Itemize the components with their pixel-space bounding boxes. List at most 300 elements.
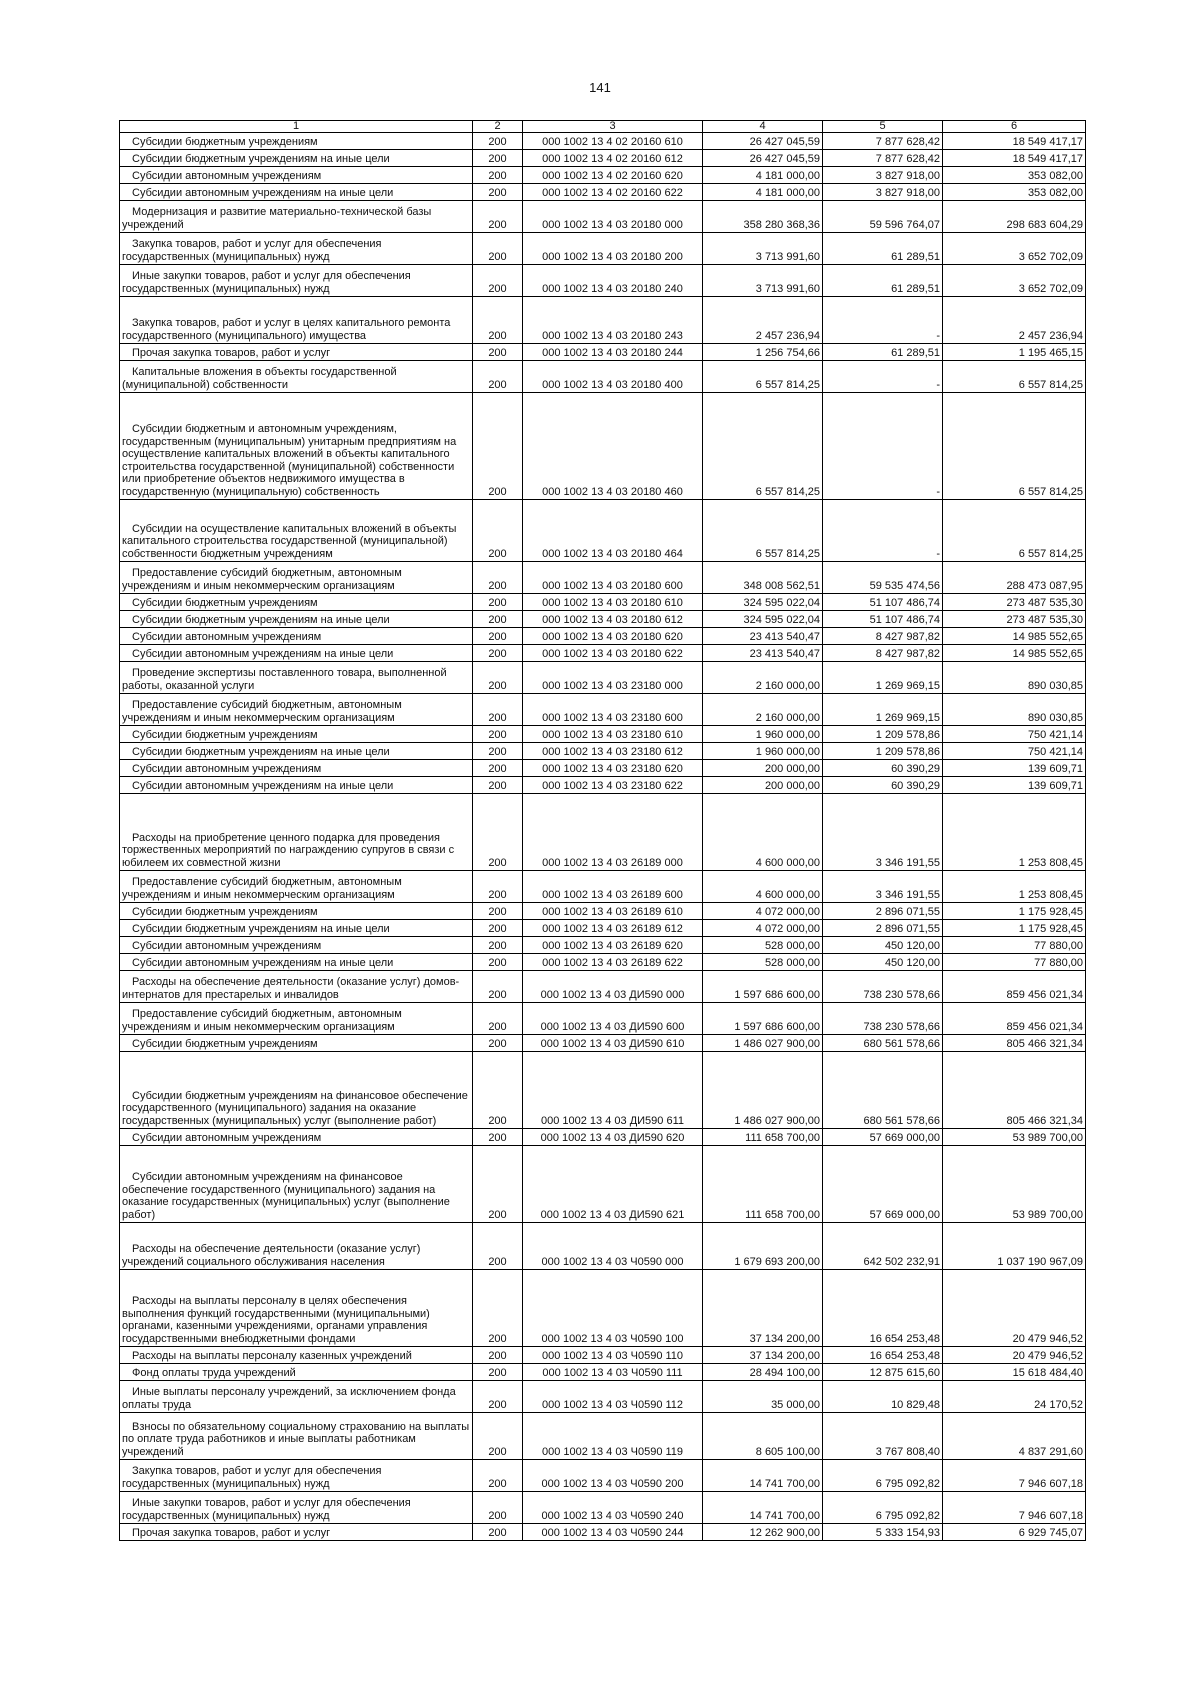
- row-executed-amount: 16 654 253,48: [823, 1347, 943, 1364]
- row-name: Проведение экспертизы поставленного товара, выполненной работы, оказанной услуги: [120, 662, 473, 694]
- row-executed-amount: 16 654 253,48: [823, 1270, 943, 1347]
- row-classification-code: 000 1002 13 4 03 26189 612: [523, 920, 703, 937]
- row-name: Субсидии бюджетным учреждениям на иные цели: [120, 150, 473, 167]
- table-row: [120, 1413, 1086, 1460]
- row-approved-amount: 8 605 100,00: [703, 1413, 823, 1460]
- table-row: [120, 1146, 1086, 1223]
- row-admin-code: 200: [473, 1347, 523, 1364]
- row-admin-code: 200: [473, 297, 523, 344]
- row-executed-amount: 61 289,51: [823, 265, 943, 297]
- row-name: Предоставление субсидий бюджетным, автономным учреждениям и иным некоммерческим организациям: [120, 694, 473, 726]
- row-approved-amount: 2 160 000,00: [703, 662, 823, 694]
- table-row: [120, 971, 1086, 1003]
- row-admin-code: 200: [473, 954, 523, 971]
- table-row: [120, 500, 1086, 562]
- row-classification-code: 000 1002 13 4 03 20180 464: [523, 500, 703, 562]
- row-admin-code: 200: [473, 594, 523, 611]
- row-classification-code: 000 1002 13 4 03 ДИ590 600: [523, 1003, 703, 1035]
- table-row: [120, 1270, 1086, 1347]
- row-admin-code: 200: [473, 500, 523, 562]
- row-admin-code: 200: [473, 1129, 523, 1146]
- row-executed-amount: 3 346 191,55: [823, 871, 943, 903]
- table-row: [120, 1381, 1086, 1413]
- row-classification-code: 000 1002 13 4 03 23180 620: [523, 760, 703, 777]
- row-classification-code: 000 1002 13 4 03 20180 243: [523, 297, 703, 344]
- row-classification-code: 000 1002 13 4 03 20180 240: [523, 265, 703, 297]
- row-admin-code: 200: [473, 1146, 523, 1223]
- row-remaining-amount: 750 421,14: [943, 743, 1086, 760]
- row-name: Субсидии автономным учреждениям на иные цели: [120, 645, 473, 662]
- row-approved-amount: 2 160 000,00: [703, 694, 823, 726]
- row-classification-code: 000 1002 13 4 03 Ч0590 110: [523, 1347, 703, 1364]
- row-classification-code: 000 1002 13 4 03 20180 460: [523, 393, 703, 500]
- row-admin-code: 200: [473, 1270, 523, 1347]
- row-name: Субсидии бюджетным учреждениям: [120, 903, 473, 920]
- row-classification-code: 000 1002 13 4 03 ДИ590 620: [523, 1129, 703, 1146]
- row-name: Субсидии автономным учреждениям на иные цели: [120, 184, 473, 201]
- column-header-4: 4: [703, 121, 823, 133]
- row-remaining-amount: 4 837 291,60: [943, 1413, 1086, 1460]
- row-classification-code: 000 1002 13 4 03 ДИ590 621: [523, 1146, 703, 1223]
- row-executed-amount: 642 502 232,91: [823, 1223, 943, 1270]
- row-approved-amount: 14 741 700,00: [703, 1492, 823, 1524]
- row-classification-code: 000 1002 13 4 03 20180 620: [523, 628, 703, 645]
- row-approved-amount: 3 713 991,60: [703, 233, 823, 265]
- row-classification-code: 000 1002 13 4 03 Ч0590 119: [523, 1413, 703, 1460]
- table-row: [120, 184, 1086, 201]
- row-name: Закупка товаров, работ и услуг в целях капитального ремонта государственного (муниципального) имущества: [120, 297, 473, 344]
- budget-execution-table: [119, 120, 1086, 1541]
- row-name: Капитальные вложения в объекты государственной (муниципальной) собственности: [120, 361, 473, 393]
- row-approved-amount: 26 427 045,59: [703, 133, 823, 150]
- row-name: Прочая закупка товаров, работ и услуг: [120, 1524, 473, 1541]
- table-row: [120, 1129, 1086, 1146]
- row-name: Субсидии бюджетным учреждениям: [120, 133, 473, 150]
- row-executed-amount: 3 767 808,40: [823, 1413, 943, 1460]
- row-executed-amount: 8 427 987,82: [823, 645, 943, 662]
- column-header-3: 3: [523, 121, 703, 133]
- row-executed-amount: 2 896 071,55: [823, 920, 943, 937]
- row-executed-amount: 1 209 578,86: [823, 743, 943, 760]
- row-name: Иные выплаты персоналу учреждений, за исключением фонда оплаты труда: [120, 1381, 473, 1413]
- row-executed-amount: 450 120,00: [823, 954, 943, 971]
- row-admin-code: 200: [473, 920, 523, 937]
- row-executed-amount: 7 877 628,42: [823, 150, 943, 167]
- row-name: Субсидии на осуществление капитальных вложений в объекты капитального строительства государственной (муниципальной) собственности бюджетным учреждениям: [120, 500, 473, 562]
- row-classification-code: 000 1002 13 4 03 20180 400: [523, 361, 703, 393]
- row-admin-code: 200: [473, 361, 523, 393]
- row-remaining-amount: 2 457 236,94: [943, 297, 1086, 344]
- row-name: Расходы на обеспечение деятельности (оказание услуг) домов-интернатов для престарелых и инвалидов: [120, 971, 473, 1003]
- row-admin-code: 200: [473, 903, 523, 920]
- row-executed-amount: 51 107 486,74: [823, 611, 943, 628]
- row-name: Модернизация и развитие материально-технической базы учреждений: [120, 201, 473, 233]
- row-executed-amount: 738 230 578,66: [823, 971, 943, 1003]
- row-approved-amount: 324 595 022,04: [703, 594, 823, 611]
- row-approved-amount: 6 557 814,25: [703, 500, 823, 562]
- row-approved-amount: 37 134 200,00: [703, 1347, 823, 1364]
- row-approved-amount: 37 134 200,00: [703, 1270, 823, 1347]
- row-remaining-amount: 1 175 928,45: [943, 903, 1086, 920]
- row-executed-amount: 1 269 969,15: [823, 662, 943, 694]
- row-executed-amount: 680 561 578,66: [823, 1035, 943, 1052]
- row-admin-code: 200: [473, 150, 523, 167]
- row-executed-amount: 61 289,51: [823, 344, 943, 361]
- row-name: Фонд оплаты труда учреждений: [120, 1364, 473, 1381]
- column-number-row: [120, 121, 1086, 133]
- row-executed-amount: 57 669 000,00: [823, 1146, 943, 1223]
- row-remaining-amount: 890 030,85: [943, 662, 1086, 694]
- row-approved-amount: 200 000,00: [703, 760, 823, 777]
- row-approved-amount: 528 000,00: [703, 954, 823, 971]
- row-name: Предоставление субсидий бюджетным, автономным учреждениям и иным некоммерческим организациям: [120, 562, 473, 594]
- row-remaining-amount: 14 985 552,65: [943, 628, 1086, 645]
- table-row: [120, 1347, 1086, 1364]
- row-approved-amount: 528 000,00: [703, 937, 823, 954]
- table-row: [120, 871, 1086, 903]
- row-approved-amount: 358 280 368,36: [703, 201, 823, 233]
- row-approved-amount: 26 427 045,59: [703, 150, 823, 167]
- row-remaining-amount: 6 557 814,25: [943, 361, 1086, 393]
- row-admin-code: 200: [473, 167, 523, 184]
- table-row: [120, 344, 1086, 361]
- row-remaining-amount: 1 175 928,45: [943, 920, 1086, 937]
- row-approved-amount: 4 600 000,00: [703, 794, 823, 871]
- table-row: [120, 150, 1086, 167]
- row-remaining-amount: 20 479 946,52: [943, 1270, 1086, 1347]
- table-row: [120, 233, 1086, 265]
- table-row: [120, 1003, 1086, 1035]
- row-approved-amount: 14 741 700,00: [703, 1460, 823, 1492]
- row-approved-amount: 23 413 540,47: [703, 628, 823, 645]
- row-approved-amount: 3 713 991,60: [703, 265, 823, 297]
- table-row: [120, 1524, 1086, 1541]
- table-row: [120, 133, 1086, 150]
- row-remaining-amount: 288 473 087,95: [943, 562, 1086, 594]
- table-row: [120, 760, 1086, 777]
- row-name: Субсидии автономным учреждениям: [120, 1129, 473, 1146]
- row-remaining-amount: 15 618 484,40: [943, 1364, 1086, 1381]
- row-admin-code: 200: [473, 1003, 523, 1035]
- row-executed-amount: -: [823, 297, 943, 344]
- row-admin-code: 200: [473, 611, 523, 628]
- row-approved-amount: 1 256 754,66: [703, 344, 823, 361]
- row-classification-code: 000 1002 13 4 03 20180 610: [523, 594, 703, 611]
- page-number: 141: [589, 80, 611, 95]
- row-executed-amount: 12 875 615,60: [823, 1364, 943, 1381]
- table-row: [120, 1035, 1086, 1052]
- row-name: Субсидии бюджетным учреждениям на иные цели: [120, 611, 473, 628]
- row-approved-amount: 4 181 000,00: [703, 184, 823, 201]
- row-executed-amount: -: [823, 361, 943, 393]
- table-row: [120, 361, 1086, 393]
- row-remaining-amount: 53 989 700,00: [943, 1129, 1086, 1146]
- row-approved-amount: 1 486 027 900,00: [703, 1052, 823, 1129]
- row-classification-code: 000 1002 13 4 03 26189 610: [523, 903, 703, 920]
- row-remaining-amount: 859 456 021,34: [943, 1003, 1086, 1035]
- row-admin-code: 200: [473, 1223, 523, 1270]
- row-admin-code: 200: [473, 1460, 523, 1492]
- row-approved-amount: 6 557 814,25: [703, 361, 823, 393]
- row-executed-amount: 7 877 628,42: [823, 133, 943, 150]
- table-row: [120, 393, 1086, 500]
- row-classification-code: 000 1002 13 4 03 20180 612: [523, 611, 703, 628]
- row-classification-code: 000 1002 13 4 03 23180 600: [523, 694, 703, 726]
- row-name: Субсидии автономным учреждениям: [120, 760, 473, 777]
- column-header-1: 1: [120, 121, 473, 133]
- row-approved-amount: 2 457 236,94: [703, 297, 823, 344]
- row-admin-code: 200: [473, 1413, 523, 1460]
- row-admin-code: 200: [473, 937, 523, 954]
- row-classification-code: 000 1002 13 4 03 26189 620: [523, 937, 703, 954]
- row-remaining-amount: 139 609,71: [943, 760, 1086, 777]
- row-admin-code: 200: [473, 628, 523, 645]
- row-approved-amount: 111 658 700,00: [703, 1146, 823, 1223]
- table-row: [120, 1460, 1086, 1492]
- row-remaining-amount: 77 880,00: [943, 937, 1086, 954]
- row-classification-code: 000 1002 13 4 02 20160 622: [523, 184, 703, 201]
- row-admin-code: 200: [473, 562, 523, 594]
- row-approved-amount: 23 413 540,47: [703, 645, 823, 662]
- row-name: Субсидии бюджетным учреждениям: [120, 1035, 473, 1052]
- row-remaining-amount: 273 487 535,30: [943, 594, 1086, 611]
- row-executed-amount: 59 535 474,56: [823, 562, 943, 594]
- row-classification-code: 000 1002 13 4 02 20160 612: [523, 150, 703, 167]
- row-name: Субсидии бюджетным и автономным учреждениям, государственным (муниципальным) унитарным предприятиям на осуществление капитальных вложений в объекты капитального строительства государственной (муниципальной) собственности или приобретение объектов недвижимого имущества в государственную (муниципальную) собственность: [120, 393, 473, 500]
- row-remaining-amount: 1 253 808,45: [943, 871, 1086, 903]
- row-name: Закупка товаров, работ и услуг для обеспечения государственных (муниципальных) нужд: [120, 1460, 473, 1492]
- table-row: [120, 201, 1086, 233]
- row-approved-amount: 1 679 693 200,00: [703, 1223, 823, 1270]
- row-admin-code: 200: [473, 777, 523, 794]
- row-executed-amount: 3 827 918,00: [823, 184, 943, 201]
- row-executed-amount: -: [823, 393, 943, 500]
- row-admin-code: 200: [473, 760, 523, 777]
- row-admin-code: 200: [473, 1381, 523, 1413]
- row-admin-code: 200: [473, 743, 523, 760]
- row-remaining-amount: 20 479 946,52: [943, 1347, 1086, 1364]
- row-remaining-amount: 3 652 702,09: [943, 233, 1086, 265]
- row-remaining-amount: 53 989 700,00: [943, 1146, 1086, 1223]
- row-admin-code: 200: [473, 233, 523, 265]
- row-name: Субсидии автономным учреждениям на иные цели: [120, 954, 473, 971]
- row-remaining-amount: 1 253 808,45: [943, 794, 1086, 871]
- row-classification-code: 000 1002 13 4 03 23180 000: [523, 662, 703, 694]
- row-classification-code: 000 1002 13 4 03 Ч0590 200: [523, 1460, 703, 1492]
- row-name: Расходы на выплаты персоналу казенных учреждений: [120, 1347, 473, 1364]
- row-approved-amount: 1 597 686 600,00: [703, 971, 823, 1003]
- row-executed-amount: 6 795 092,82: [823, 1492, 943, 1524]
- row-admin-code: 200: [473, 726, 523, 743]
- row-classification-code: 000 1002 13 4 03 20180 622: [523, 645, 703, 662]
- row-executed-amount: 3 827 918,00: [823, 167, 943, 184]
- row-name: Субсидии бюджетным учреждениям на иные цели: [120, 743, 473, 760]
- row-admin-code: 200: [473, 184, 523, 201]
- column-header-2: 2: [473, 121, 523, 133]
- row-admin-code: 200: [473, 971, 523, 1003]
- row-admin-code: 200: [473, 662, 523, 694]
- table-row: [120, 777, 1086, 794]
- row-approved-amount: 1 486 027 900,00: [703, 1035, 823, 1052]
- row-approved-amount: 1 960 000,00: [703, 743, 823, 760]
- row-admin-code: 200: [473, 1364, 523, 1381]
- table-row: [120, 1364, 1086, 1381]
- row-approved-amount: 4 181 000,00: [703, 167, 823, 184]
- table-row: [120, 645, 1086, 662]
- row-executed-amount: 1 209 578,86: [823, 726, 943, 743]
- table-row: [120, 1223, 1086, 1270]
- row-name: Субсидии автономным учреждениям: [120, 937, 473, 954]
- row-remaining-amount: 3 652 702,09: [943, 265, 1086, 297]
- row-classification-code: 000 1002 13 4 03 ДИ590 000: [523, 971, 703, 1003]
- row-classification-code: 000 1002 13 4 03 23180 612: [523, 743, 703, 760]
- row-approved-amount: 28 494 100,00: [703, 1364, 823, 1381]
- row-name: Расходы на обеспечение деятельности (оказание услуг) учреждений социального обслуживания населения: [120, 1223, 473, 1270]
- row-executed-amount: 738 230 578,66: [823, 1003, 943, 1035]
- row-executed-amount: 2 896 071,55: [823, 903, 943, 920]
- row-admin-code: 200: [473, 871, 523, 903]
- table-row: [120, 694, 1086, 726]
- row-approved-amount: 12 262 900,00: [703, 1524, 823, 1541]
- row-classification-code: 000 1002 13 4 03 Ч0590 112: [523, 1381, 703, 1413]
- row-name: Предоставление субсидий бюджетным, автономным учреждениям и иным некоммерческим организациям: [120, 871, 473, 903]
- table-row: [120, 954, 1086, 971]
- row-remaining-amount: 7 946 607,18: [943, 1460, 1086, 1492]
- row-executed-amount: 60 390,29: [823, 760, 943, 777]
- table-row: [120, 611, 1086, 628]
- row-approved-amount: 35 000,00: [703, 1381, 823, 1413]
- row-classification-code: 000 1002 13 4 03 23180 610: [523, 726, 703, 743]
- row-admin-code: 200: [473, 265, 523, 297]
- row-remaining-amount: 890 030,85: [943, 694, 1086, 726]
- row-executed-amount: 51 107 486,74: [823, 594, 943, 611]
- row-name: Закупка товаров, работ и услуг для обеспечения государственных (муниципальных) нужд: [120, 233, 473, 265]
- row-approved-amount: 6 557 814,25: [703, 393, 823, 500]
- row-classification-code: 000 1002 13 4 03 Ч0590 240: [523, 1492, 703, 1524]
- table-row: [120, 265, 1086, 297]
- row-classification-code: 000 1002 13 4 03 26189 600: [523, 871, 703, 903]
- row-classification-code: 000 1002 13 4 03 20180 600: [523, 562, 703, 594]
- row-remaining-amount: 14 985 552,65: [943, 645, 1086, 662]
- row-executed-amount: 8 427 987,82: [823, 628, 943, 645]
- table-body: [120, 133, 1086, 1541]
- row-remaining-amount: 859 456 021,34: [943, 971, 1086, 1003]
- row-executed-amount: 680 561 578,66: [823, 1052, 943, 1129]
- row-remaining-amount: 1 037 190 967,09: [943, 1223, 1086, 1270]
- table-row: [120, 743, 1086, 760]
- row-name: Субсидии бюджетным учреждениям на иные цели: [120, 920, 473, 937]
- row-name: Субсидии бюджетным учреждениям на финансовое обеспечение государственного (муниципального) задания на оказание государственных (муниципальных) услуг (выполнение работ): [120, 1052, 473, 1129]
- row-name: Субсидии бюджетным учреждениям: [120, 594, 473, 611]
- row-executed-amount: 61 289,51: [823, 233, 943, 265]
- row-remaining-amount: 24 170,52: [943, 1381, 1086, 1413]
- row-classification-code: 000 1002 13 4 03 23180 622: [523, 777, 703, 794]
- row-approved-amount: 324 595 022,04: [703, 611, 823, 628]
- row-classification-code: 000 1002 13 4 03 Ч0590 111: [523, 1364, 703, 1381]
- table-row: [120, 920, 1086, 937]
- column-header-6: 6: [943, 121, 1086, 133]
- table-row: [120, 1492, 1086, 1524]
- table-row: [120, 662, 1086, 694]
- row-classification-code: 000 1002 13 4 02 20160 620: [523, 167, 703, 184]
- row-executed-amount: 5 333 154,93: [823, 1524, 943, 1541]
- row-classification-code: 000 1002 13 4 03 20180 000: [523, 201, 703, 233]
- row-remaining-amount: 139 609,71: [943, 777, 1086, 794]
- table-row: [120, 297, 1086, 344]
- row-remaining-amount: 6 929 745,07: [943, 1524, 1086, 1541]
- row-name: Субсидии автономным учреждениям: [120, 628, 473, 645]
- table-row: [120, 628, 1086, 645]
- row-executed-amount: 6 795 092,82: [823, 1460, 943, 1492]
- row-classification-code: 000 1002 13 4 03 Ч0590 000: [523, 1223, 703, 1270]
- row-executed-amount: -: [823, 500, 943, 562]
- row-admin-code: 200: [473, 794, 523, 871]
- row-name: Иные закупки товаров, работ и услуг для обеспечения государственных (муниципальных) нужд: [120, 265, 473, 297]
- row-approved-amount: 348 008 562,51: [703, 562, 823, 594]
- table-row: [120, 903, 1086, 920]
- row-remaining-amount: 18 549 417,17: [943, 150, 1086, 167]
- row-admin-code: 200: [473, 393, 523, 500]
- table-row: [120, 726, 1086, 743]
- row-name: Иные закупки товаров, работ и услуг для обеспечения государственных (муниципальных) нужд: [120, 1492, 473, 1524]
- row-name: Предоставление субсидий бюджетным, автономным учреждениям и иным некоммерческим организациям: [120, 1003, 473, 1035]
- table-row: [120, 562, 1086, 594]
- row-approved-amount: 200 000,00: [703, 777, 823, 794]
- row-name: Субсидии автономным учреждениям на финансовое обеспечение государственного (муниципального) задания на оказание государственных (муниципальных) услуг (выполнение работ): [120, 1146, 473, 1223]
- row-executed-amount: 60 390,29: [823, 777, 943, 794]
- column-header-5: 5: [823, 121, 943, 133]
- row-admin-code: 200: [473, 133, 523, 150]
- table-row: [120, 594, 1086, 611]
- table-row: [120, 794, 1086, 871]
- table-row: [120, 937, 1086, 954]
- row-executed-amount: 59 596 764,07: [823, 201, 943, 233]
- row-name: Расходы на приобретение ценного подарка для проведения торжественных мероприятий по награждению супругов в связи с юбилеем их совместной жизни: [120, 794, 473, 871]
- row-classification-code: 000 1002 13 4 03 26189 000: [523, 794, 703, 871]
- row-classification-code: 000 1002 13 4 03 26189 622: [523, 954, 703, 971]
- row-remaining-amount: 6 557 814,25: [943, 393, 1086, 500]
- row-remaining-amount: 7 946 607,18: [943, 1492, 1086, 1524]
- row-executed-amount: 450 120,00: [823, 937, 943, 954]
- row-approved-amount: 1 597 686 600,00: [703, 1003, 823, 1035]
- row-admin-code: 200: [473, 201, 523, 233]
- row-admin-code: 200: [473, 645, 523, 662]
- row-remaining-amount: 805 466 321,34: [943, 1052, 1086, 1129]
- row-classification-code: 000 1002 13 4 03 Ч0590 100: [523, 1270, 703, 1347]
- row-remaining-amount: 750 421,14: [943, 726, 1086, 743]
- row-classification-code: 000 1002 13 4 03 20180 200: [523, 233, 703, 265]
- row-remaining-amount: 18 549 417,17: [943, 133, 1086, 150]
- row-approved-amount: 4 072 000,00: [703, 920, 823, 937]
- row-name: Прочая закупка товаров, работ и услуг: [120, 344, 473, 361]
- row-executed-amount: 57 669 000,00: [823, 1129, 943, 1146]
- row-approved-amount: 4 600 000,00: [703, 871, 823, 903]
- row-classification-code: 000 1002 13 4 02 20160 610: [523, 133, 703, 150]
- row-admin-code: 200: [473, 1524, 523, 1541]
- row-admin-code: 200: [473, 694, 523, 726]
- row-executed-amount: 3 346 191,55: [823, 794, 943, 871]
- row-admin-code: 200: [473, 1492, 523, 1524]
- row-name: Взносы по обязательному социальному страхованию на выплаты по оплате труда работников и иные выплаты работникам учреждений: [120, 1413, 473, 1460]
- row-remaining-amount: 273 487 535,30: [943, 611, 1086, 628]
- row-remaining-amount: 805 466 321,34: [943, 1035, 1086, 1052]
- row-classification-code: 000 1002 13 4 03 ДИ590 610: [523, 1035, 703, 1052]
- row-name: Субсидии автономным учреждениям: [120, 167, 473, 184]
- row-remaining-amount: 77 880,00: [943, 954, 1086, 971]
- row-executed-amount: 1 269 969,15: [823, 694, 943, 726]
- row-classification-code: 000 1002 13 4 03 20180 244: [523, 344, 703, 361]
- table-row: [120, 1052, 1086, 1129]
